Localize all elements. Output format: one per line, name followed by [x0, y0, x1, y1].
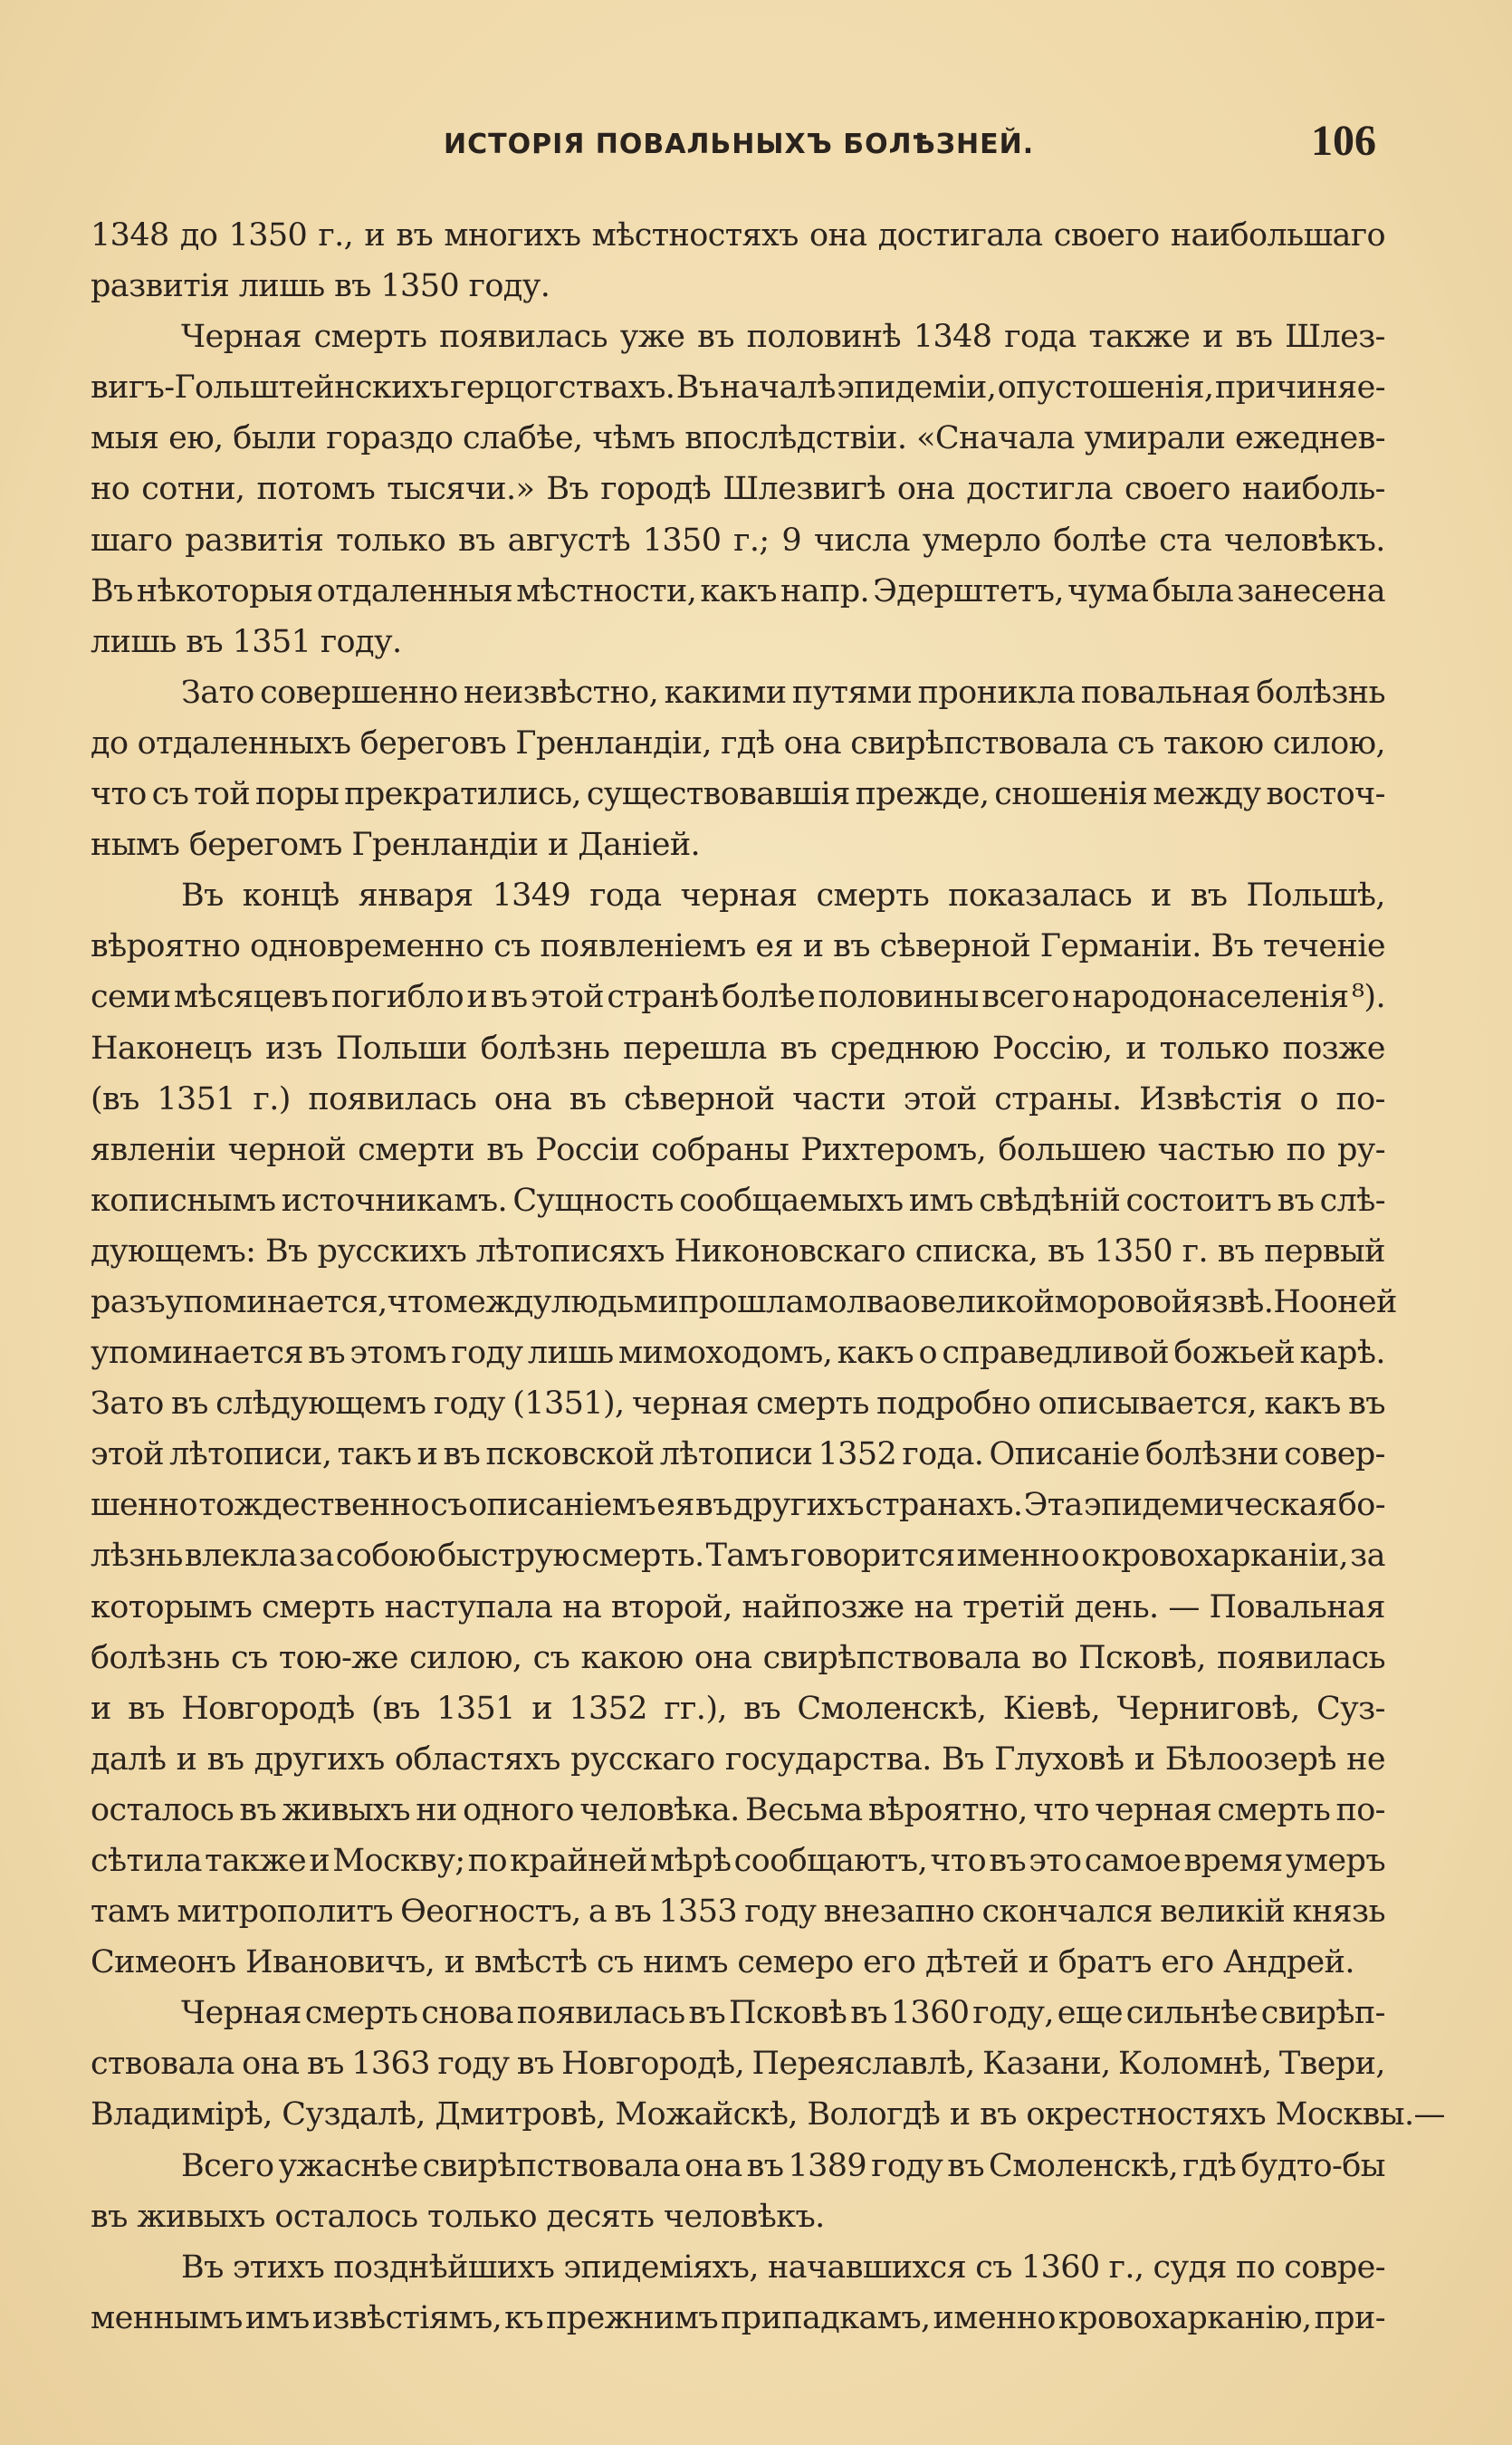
text-line: Въ концѣ января 1349 года черная смерть показалась и въ Польшѣ, — [181, 877, 1385, 915]
text-line: Всего ужаснѣе свирѣпствовала она въ 1389 году въ Смоленскѣ, гдѣ будто-бы — [181, 2147, 1385, 2184]
text-line: (въ 1351 г.) появилась она въ сѣверной части этой страны. Извѣстія о по- — [91, 1080, 1385, 1117]
text-line: тамъ митрополитъ Ѳеогностъ, а въ 1353 году внезапно скончался великій князь — [91, 1894, 1385, 1931]
text-line: ствовала она въ 1363 году въ Новгородѣ, Переяславлѣ, Казани, Коломнѣ, Твери, — [91, 2046, 1385, 2083]
text-line: до отдаленныхъ береговъ Гренландіи, гдѣ она свирѣпствовала съ такою силою, — [91, 724, 1385, 762]
text-line: разъ упоминается, что между людьми прошла молва о великой моровой язвѣ. Но о ней — [91, 1283, 1397, 1320]
text-line: Зато въ слѣдующемъ году (1351), черная смерть подробно описывается, какъ въ — [91, 1386, 1385, 1423]
running-head: ИСТОРІЯ ПОВАЛЬНЫХЪ БОЛѢЗНЕЙ. — [444, 129, 1035, 160]
text-line: шаго развитія только въ августѣ 1350 г.; 9 числа умерло болѣе ста человѣкъ. — [91, 522, 1385, 559]
text-line: Въ этихъ позднѣйшихъ эпидеміяхъ, начавшихся съ 1360 г., судя по совре- — [181, 2248, 1385, 2286]
text-line: лишь въ 1351 году. — [91, 623, 402, 660]
page-header — [91, 116, 1376, 179]
text-line: Черная смерть появилась уже въ половинѣ 1348 года также и въ Шлез- — [181, 319, 1385, 356]
text-line: Наконецъ изъ Польши болѣзнь перешла въ среднюю Россію, и только позже — [91, 1030, 1385, 1067]
text-line: вѣроятно одновременно съ появленіемъ ея и въ сѣверной Германіи. Въ теченіе — [91, 928, 1385, 965]
text-line: нымъ берегомъ Гренландіи и Даніей. — [91, 827, 701, 864]
text-line: этой лѣтописи, такъ и въ псковской лѣтописи 1352 года. Описаніе болѣзни совер- — [91, 1436, 1385, 1473]
text-line: но сотни, потомъ тысячи.» Въ городѣ Шлезвигѣ она достигла своего наиболь- — [91, 471, 1385, 508]
text-line: кописнымъ источникамъ. Сущность сообщаемыхъ имъ свѣдѣній состоитъ въ слѣ- — [91, 1182, 1385, 1219]
text-line: Черная смерть снова появилась въ Псковѣ въ 1360 году, еще сильнѣе свирѣп- — [181, 1995, 1385, 2032]
text-line: дующемъ: Въ русскихъ лѣтописяхъ Никоновскаго списка, въ 1350 г. въ первый — [91, 1232, 1385, 1270]
text-line: вигъ-Гольштейнскихъ герцогствахъ. Въ началѣ эпидеміи, опустошенія, причиняе- — [91, 369, 1385, 407]
text-line: болѣзнь съ тою-же силою, съ какою она свирѣпствовала во Псковѣ, появилась — [91, 1639, 1385, 1676]
text-line: явленіи черной смерти въ Россіи собраны Рихтеромъ, большею частью по ру- — [91, 1131, 1385, 1168]
text-line: развитія лишь въ 1350 году. — [91, 268, 550, 305]
text-line: меннымъ имъ извѣстіямъ, къ прежнимъ припадкамъ, именно кровохарканію, при- — [91, 2299, 1385, 2336]
text-line: семи мѣсяцевъ погибло и въ этой странѣ болѣе половины всего народонаселенія ⁸). — [91, 979, 1385, 1016]
text-line: Владимірѣ, Суздалѣ, Дмитровѣ, Можайскѣ, Вологдѣ и въ окрестностяхъ Москвы.— — [91, 2096, 1445, 2133]
text-line: которымъ смерть наступала на второй, найпозже на третій день. — Повальная — [91, 1588, 1385, 1625]
text-line: 1348 до 1350 г., и въ многихъ мѣстностяхъ она достигала своего наибольшаго — [91, 217, 1385, 254]
text-line: лѣзнь влекла за собою быструю смерть. Тамъ говорится именно о кровохарканіи, за — [91, 1538, 1385, 1575]
text-line: и въ Новгородѣ (въ 1351 и 1352 гг.), въ Смоленскѣ, Кіевѣ, Черниговѣ, Суз- — [91, 1690, 1385, 1727]
page-number: 106 — [1311, 117, 1376, 165]
body-text — [91, 210, 1445, 2344]
text-line: упоминается въ этомъ году лишь мимоходомъ, какъ о справедливой божьей карѣ. — [91, 1335, 1385, 1372]
text-line: что съ той поры прекратились, существовавшія прежде, сношенія между восточ- — [91, 776, 1385, 813]
text-line: Симеонъ Ивановичъ, и вмѣстѣ съ нимъ семеро его дѣтей и братъ его Андрей. — [91, 1944, 1354, 1981]
text-line: Зато совершенно неизвѣстно, какими путями проникла повальная болѣзнь — [181, 674, 1385, 711]
text-line: мыя ею, были гораздо слабѣе, чѣмъ впослѣдствіи. «Сначала умирали ежеднев- — [91, 420, 1385, 457]
text-line: далѣ и въ другихъ областяхъ русскаго государства. Въ Глуховѣ и Бѣлоозерѣ не — [91, 1740, 1385, 1778]
text-line: осталось въ живыхъ ни одного человѣка. Весьма вѣроятно, что черная смерть по- — [91, 1791, 1385, 1828]
text-line: сѣтила также и Москву; по крайней мѣрѣ сообщаютъ, что въ это самое время умеръ — [91, 1843, 1385, 1879]
text-line: шенно тождественно съ описаніемъ ея въ другихъ странахъ. Эта эпидемическая бо- — [91, 1487, 1385, 1524]
text-line: въ живыхъ осталось только десять человѣкъ. — [91, 2198, 825, 2235]
text-line: Въ нѣкоторыя отдаленныя мѣстности, какъ напр. Эдерштетъ, чума была занесена — [91, 572, 1385, 609]
